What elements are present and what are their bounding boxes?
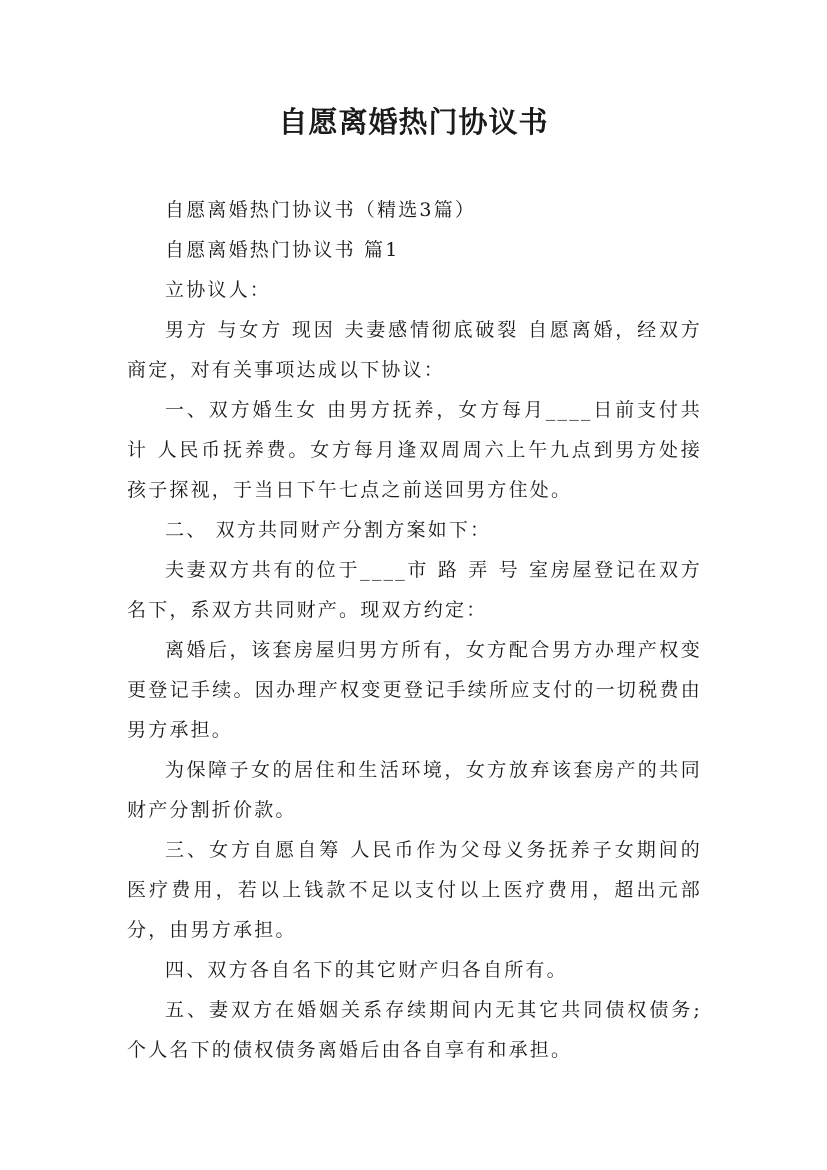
document-body: [127, 190, 702, 1070]
document-title: 自愿离婚热门协议书: [278, 105, 549, 139]
paragraph-section-heading: 自愿离婚热门协议书 篇1: [165, 239, 400, 261]
paragraph-clause-3: 三、女方自愿自筹 人民币作为父母义务抚养子女期间的医疗费用，若以上钱款不足以支付以上医疗费用，超出元部分，由男方承担。: [127, 839, 702, 941]
paragraph-property: 夫妻双方共有的位于____市 路 弄 号 室房屋登记在双方名下，系双方共同财产。现双方约定：: [127, 559, 702, 621]
paragraph-clause-1: 一、双方婚生女 由男方抚养，女方每月____日前支付共计 人民币抚养费。女方每月逢双周周六上午九点到男方处接孩子探视，于当日下午七点之前送回男方住处。: [127, 399, 702, 501]
paragraph-clause-2: 二、 双方共同财产分割方案如下：: [165, 519, 492, 541]
paragraph-parties: 立协议人：: [165, 279, 272, 301]
paragraph-property-waiver: 为保障子女的居住和生活环境，女方放弃该套房产的共同财产分割折价款。: [127, 759, 702, 821]
paragraph-clause-5: 五、妻双方在婚姻关系存续期间内无其它共同债权债务;个人名下的债权债务离婚后由各自享有和承担。: [127, 999, 702, 1061]
paragraph-property-ownership: 离婚后，该套房屋归男方所有，女方配合男方办理产权变更登记手续。因办理产权变更登记手续所应支付的一切税费由男方承担。: [127, 639, 702, 741]
paragraph-intro: 男方 与女方 现因 夫妻感情彻底破裂 自愿离婚，经双方商定，对有关事项达成以下协议：: [127, 319, 702, 381]
paragraph-clause-4: 四、双方各自名下的其它财产归各自所有。: [165, 959, 568, 981]
paragraph-subtitle: 自愿离婚热门协议书（精选3篇）: [165, 199, 477, 221]
